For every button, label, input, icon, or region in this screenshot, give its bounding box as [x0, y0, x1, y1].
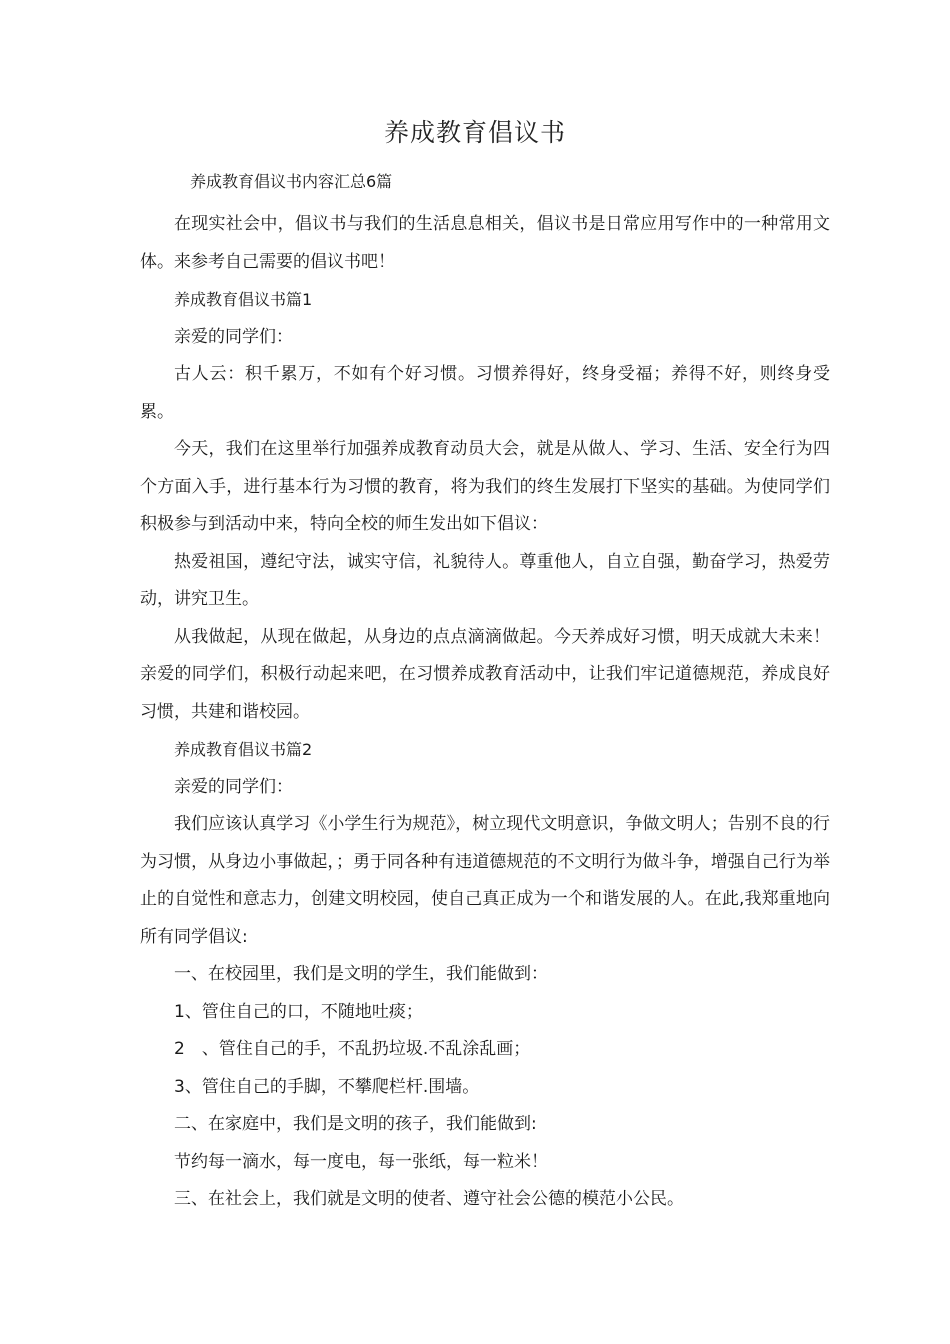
- list-heading-school: 一、在校园里，我们是文明的学生，我们能做到：: [174, 964, 548, 984]
- section-heading-2: 养成教育倡议书篇2: [174, 740, 313, 759]
- paragraph-today: 今天，我们在这里举行加强养成教育动员大会，就是从做人、学习、生活、安全行为四个方面入手，进行基本行为习惯的教育，将为我们的终生发展打下坚实的基础。为使同学们积极参与到活动中来，特向全校的师生发出如下倡议：: [140, 439, 830, 534]
- paragraph-quote: 古人云：积千累万，不如有个好习惯。习惯养得好，终身受福；养得不好，则终身受累。: [140, 364, 830, 422]
- document-title: 养成教育倡议书: [383, 118, 566, 147]
- document-subtitle: 养成教育倡议书内容汇总6篇: [190, 172, 393, 191]
- section-heading-1: 养成教育倡议书篇1: [174, 290, 313, 309]
- list-item-1: 1、管住自己的口，不随地吐痰；: [174, 1001, 423, 1022]
- salutation-2: 亲爱的同学们：: [174, 776, 293, 797]
- paragraph-start-from-me: 从我做起，从现在做起，从身边的点点滴滴做起。今天养成好习惯，明天成就大未来！亲爱的同学们，积极行动起来吧，在习惯养成教育活动中，让我们牢记道德规范，养成良好习惯，共建和谐校园。: [140, 626, 830, 722]
- paragraph-intro: 在现实社会中，倡议书与我们的生活息息相关，倡议书是日常应用写作中的一种常用文体。来参考自己需要的倡议书吧！: [140, 214, 830, 272]
- paragraph-save: 节约每一滴水，每一度电，每一张纸，每一粒米！: [174, 1151, 548, 1172]
- document-body: [140, 206, 830, 1219]
- list-item-3: 3、管住自己的手脚，不攀爬栏杆.围墙。: [174, 1076, 480, 1097]
- list-heading-home: 二、在家庭中，我们是文明的孩子，我们能做到:: [174, 1114, 537, 1134]
- paragraph-study-norms: 我们应该认真学习《小学生行为规范》，树立现代文明意识，争做文明人；告别不良的行为习惯，从身边小事做起，；勇于同各种有违道德规范的不文明行为做斗争，增强自己行为举止的自觉性和意志力，创建文明校园，使自己真正成为一个和谐发展的人。在此,我郑重地向所有同学倡议:: [140, 814, 830, 947]
- list-heading-society: 三、在社会上，我们就是文明的使者、遵守社会公德的模范小公民。: [174, 1189, 684, 1209]
- list-item-2: 2 、管住自己的手，不乱扔垃圾.不乱涂乱画；: [174, 1039, 531, 1059]
- paragraph-love-country: 热爱祖国，遵纪守法，诚实守信，礼貌待人。尊重他人，自立自强，勤奋学习，热爱劳动，讲究卫生。: [140, 551, 830, 609]
- salutation-1: 亲爱的同学们：: [174, 326, 293, 347]
